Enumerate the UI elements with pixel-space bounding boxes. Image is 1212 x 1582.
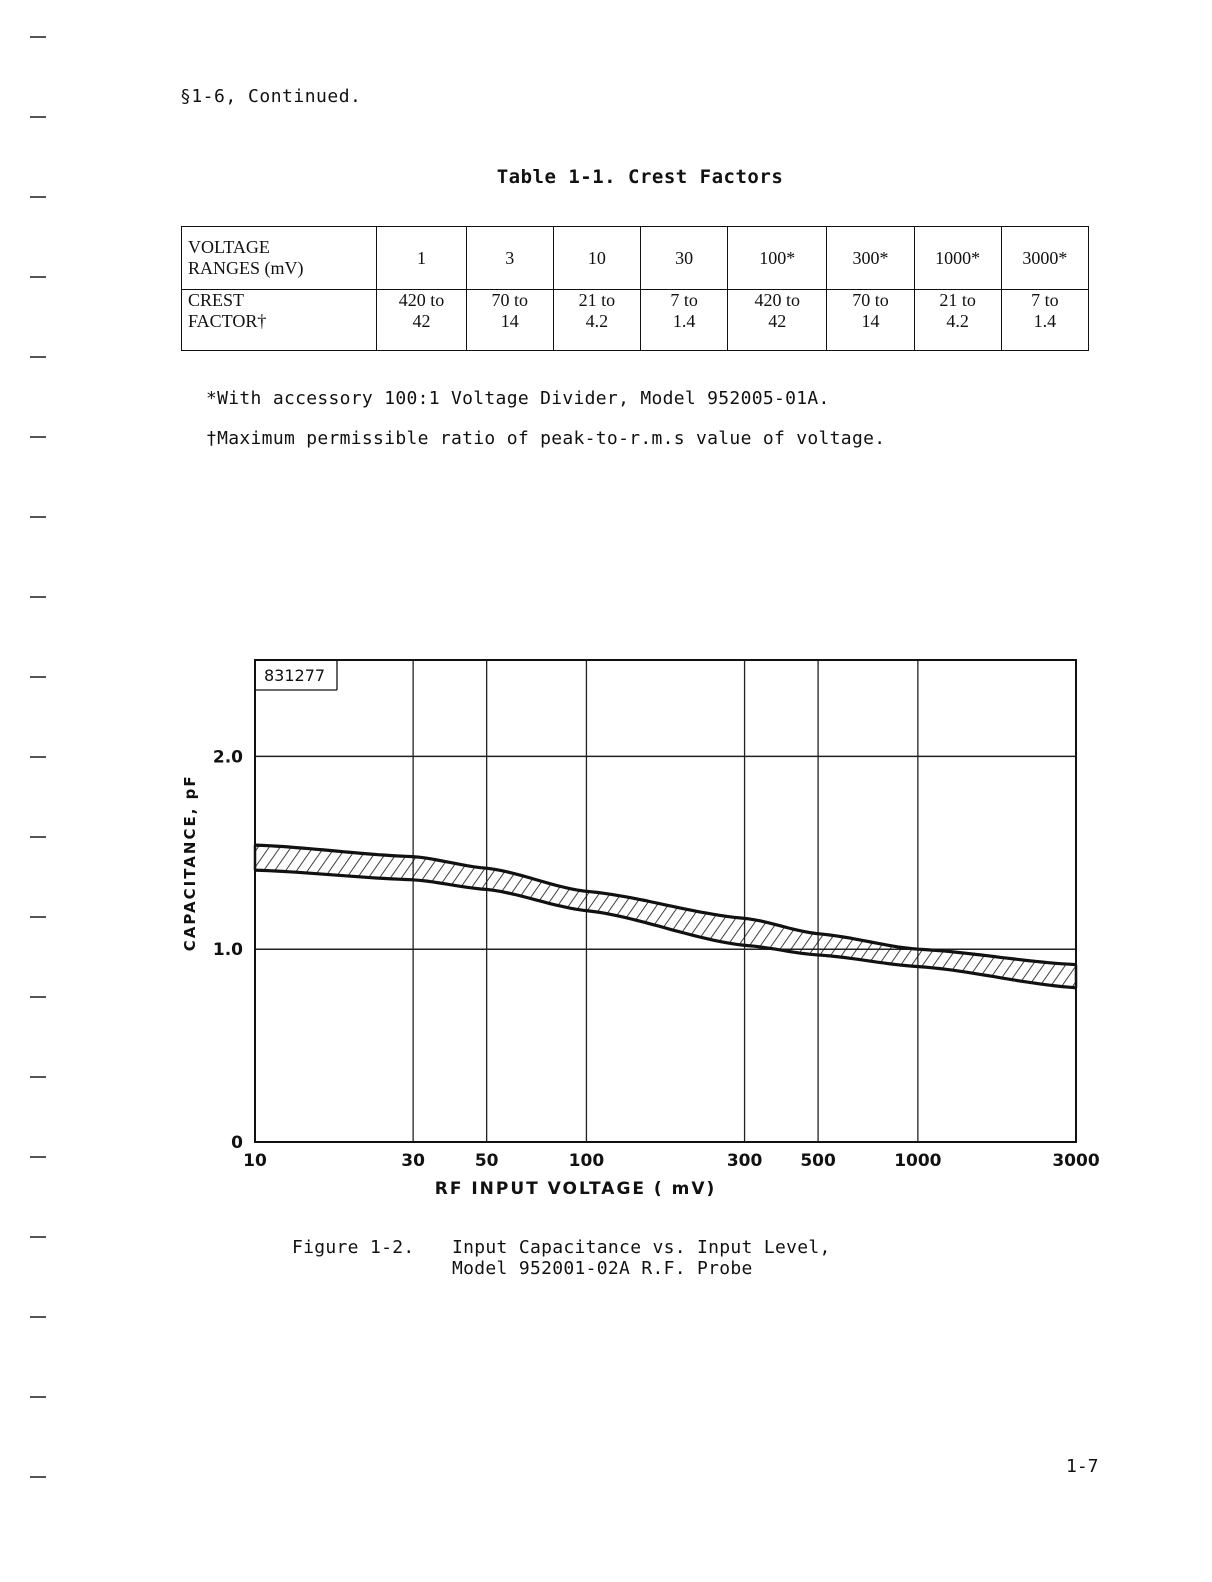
page-number: 1-7 (1066, 1456, 1099, 1477)
crest-factor-top: 21 to (939, 290, 976, 310)
x-tick-label: 300 (726, 1151, 763, 1171)
crest-factor-cell (1001, 290, 1088, 351)
row-header-line: CREST (188, 290, 245, 310)
x-axis-label: RF INPUT VOLTAGE ( mV) (434, 1179, 717, 1199)
crest-factor-bottom: 42 (412, 311, 431, 331)
table-row-crest-factor (182, 290, 1089, 351)
range-cell: 10 (553, 227, 640, 290)
section-reference: §1-6, Continued. (180, 86, 362, 107)
table-title: Table 1-1. Crest Factors (496, 166, 784, 188)
figure-title-line1: Input Capacitance vs. Input Level, (452, 1237, 831, 1258)
row-header-crest-factor (182, 290, 377, 351)
row-header-line: RANGES (mV) (188, 258, 304, 278)
chart-data-band (255, 845, 1076, 988)
x-tick-label: 50 (474, 1151, 499, 1171)
range-cell: 3 (466, 227, 553, 290)
figure-label: Figure 1-2. (292, 1237, 415, 1258)
y-axis-label: CAPACITANCE, pF (181, 774, 199, 952)
crest-factor-table (181, 226, 1089, 351)
row-header-voltage-ranges (182, 227, 377, 290)
crest-factor-bottom: 1.4 (672, 311, 696, 331)
crest-factor-cell (553, 290, 640, 351)
scan-margin-marks (30, 0, 50, 1582)
x-tick-label: 3000 (1052, 1151, 1100, 1171)
crest-factor-bottom: 42 (768, 311, 787, 331)
crest-factor-cell (914, 290, 1001, 351)
capacitance-lower-bound-line (255, 870, 1076, 988)
x-tick-label: 30 (401, 1151, 425, 1171)
crest-factor-top: 420 to (754, 290, 801, 310)
crest-factor-cell (640, 290, 727, 351)
capacitance-chart (150, 640, 1130, 1210)
footnote-crest-factor: †Maximum permissible ratio of peak-to-r.m.s value of voltage. (206, 428, 886, 449)
crest-factor-top: 420 to (398, 290, 445, 310)
crest-factor-bottom: 4.2 (946, 311, 969, 331)
crest-factor-cell (377, 290, 466, 351)
crest-factor-cell (827, 290, 914, 351)
x-tick-label: 10 (243, 1151, 267, 1171)
plot-frame (255, 660, 1076, 1142)
row-header-line: FACTOR† (188, 311, 267, 331)
range-cell: 300* (827, 227, 914, 290)
range-cell: 1 (377, 227, 466, 290)
crest-factor-bottom: 14 (500, 311, 519, 331)
x-tick-label: 500 (800, 1151, 836, 1171)
y-tick-label: 2.0 (212, 747, 243, 768)
crest-factor-top: 7 to (670, 290, 698, 310)
x-tick-label: 1000 (894, 1151, 942, 1171)
range-cell: 100* (728, 227, 827, 290)
chart-figure-id: 831277 (264, 666, 326, 685)
x-tick-label: 100 (568, 1151, 605, 1171)
table-row-voltage-ranges (182, 227, 1089, 290)
y-tick-label: 1.0 (212, 940, 243, 961)
capacitance-band-fill (255, 845, 1076, 988)
crest-factor-top: 70 to (491, 290, 528, 310)
crest-factor-bottom: 14 (861, 311, 880, 331)
crest-factor-top: 7 to (1031, 290, 1059, 310)
range-cell: 30 (640, 227, 727, 290)
crest-factor-cell (728, 290, 827, 351)
chart-grid (255, 660, 1076, 1142)
y-tick-label: 0 (231, 1133, 243, 1153)
figure-title-line2: Model 952001-02A R.F. Probe (452, 1258, 753, 1279)
row-header-line: VOLTAGE (188, 237, 270, 257)
range-cell: 3000* (1001, 227, 1088, 290)
crest-factor-top: 21 to (578, 290, 616, 310)
crest-factor-bottom: 1.4 (1033, 311, 1057, 331)
footnote-accessory: *With accessory 100:1 Voltage Divider, Model 952005-01A. (206, 388, 830, 409)
crest-factor-cell (466, 290, 553, 351)
crest-factor-bottom: 4.2 (585, 311, 609, 331)
crest-factor-top: 70 to (852, 290, 889, 310)
range-cell: 1000* (914, 227, 1001, 290)
